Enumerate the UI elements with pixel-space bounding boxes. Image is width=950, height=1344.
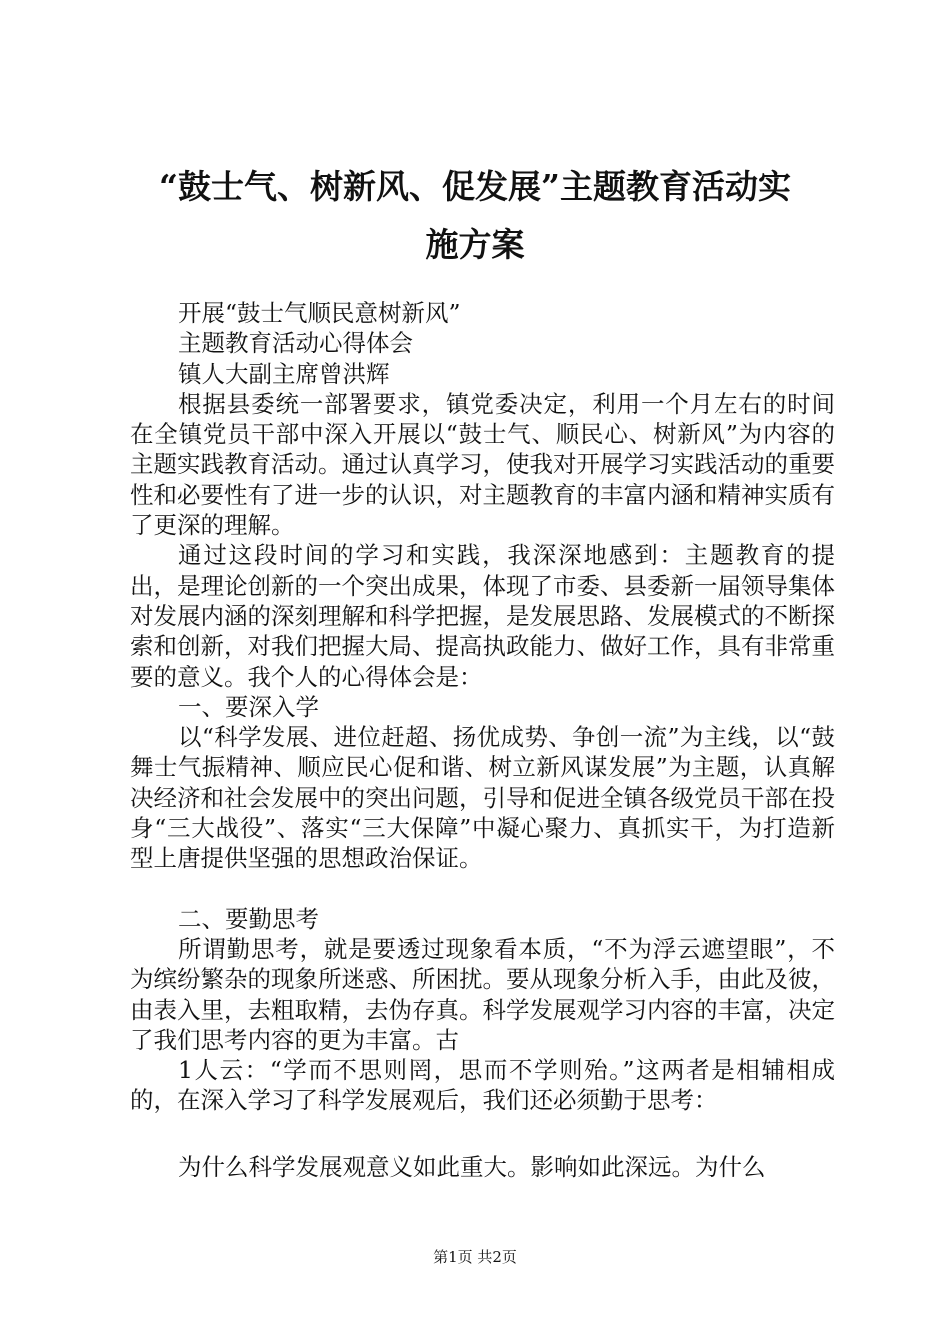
body-paragraph: 所谓勤思考，就是要透过现象看本质，“不为浮云遮望眼”，不为缤纷繁杂的现象所迷惑、所困扰。要从现象分析入手，由此及彼，由表入里，去粗取精，去伪存真。科学发展观学习内容的丰富，决定了我们思考内容的更为丰富。古 bbox=[130, 934, 835, 1054]
document-title bbox=[100, 158, 850, 274]
page-footer: 第1页 共2页 bbox=[433, 1248, 517, 1266]
body-paragraph: 根据县委统一部署要求，镇党委决定，利用一个月左右的时间在全镇党员干部中深入开展以“鼓士气、顺民心、树新风”为内容的主题实践教育活动。通过认真学习，使我对开展学习实践活动的重要性和必要性有了进一步的认识，对主题教育的丰富内涵和精神实质有了更深的理解。 bbox=[130, 389, 835, 540]
title-line-2: 施方案 bbox=[425, 225, 525, 264]
section-heading: 二、要勤思考 bbox=[178, 904, 319, 933]
title-line-1: “鼓士气、树新风、促发展”主题教育活动实 bbox=[159, 167, 791, 206]
body-paragraph: 以“科学发展、进位赶超、扬优成势、争创一流”为主线，以“鼓舞士气振精神、顺应民心促和谐、树立新风谋发展”为主题，认真解决经济和社会发展中的突出问题，引导和促进全镇各级党员干部在投身“三大战役”、落实“三大保障”中凝心聚力、真抓实干，为打造新型上唐提供坚强的思想政治保证。 bbox=[130, 723, 835, 873]
document-body bbox=[130, 298, 835, 1182]
body-paragraph: 通过这段时间的学习和实践，我深深地感到：主题教育的提出，是理论创新的一个突出成果，体现了市委、县委新一届领导集体对发展内涵的深刻理解和科学把握，是发展思路、发展模式的不断探索和创新，对我们把握大局、提高执政能力、做好工作，具有非常重要的意义。我个人的心得体会是： bbox=[130, 541, 835, 691]
section-heading: 一、要深入学 bbox=[178, 692, 319, 721]
subtitle-line: 主题教育活动心得体会 bbox=[178, 329, 413, 358]
author-line: 镇人大副主席曾洪辉 bbox=[178, 359, 390, 388]
body-paragraph: 1人云：“学而不思则罔，思而不学则殆。”这两者是相辅相成的，在深入学习了科学发展观后，我们还必须勤于思考： bbox=[130, 1056, 835, 1115]
body-paragraph: 为什么科学发展观意义如此重大。影响如此深远。为什么 bbox=[178, 1152, 766, 1181]
subtitle-line: 开展“鼓士气顺民意树新风” bbox=[178, 299, 461, 327]
